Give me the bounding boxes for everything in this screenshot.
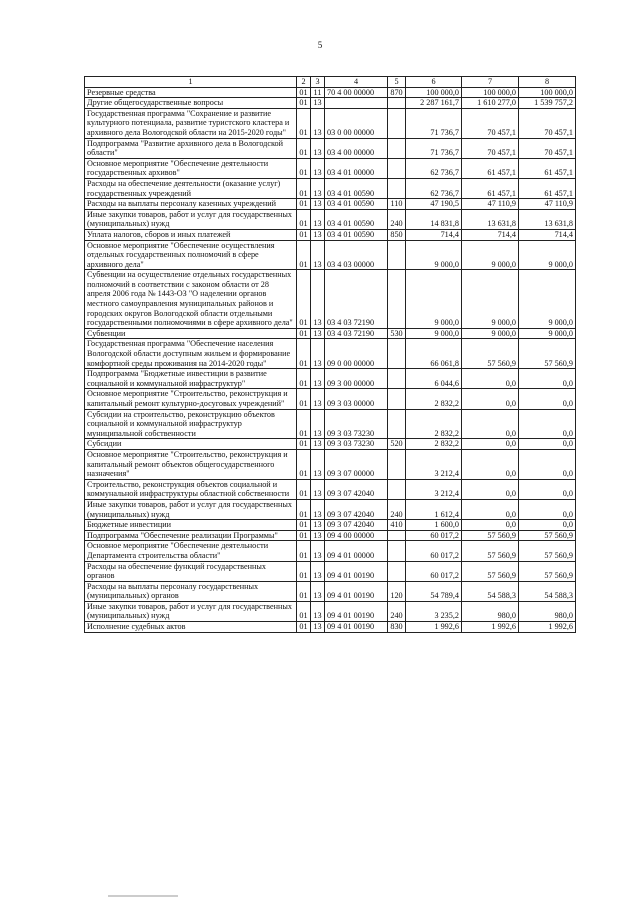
row-value-cell: 1 992,6 <box>519 622 576 633</box>
row-value-cell: 9 000,0 <box>462 328 519 339</box>
row-value-cell: 714,4 <box>462 229 519 240</box>
row-value-cell: 57 560,9 <box>462 339 519 369</box>
row-name-cell: Расходы на обеспечение функций государственных органов <box>85 561 297 581</box>
row-value-cell: 01 <box>297 229 311 240</box>
row-value-cell: 61 457,1 <box>519 158 576 178</box>
row-value-cell: 1 992,6 <box>462 622 519 633</box>
row-value-cell: 0,0 <box>462 369 519 389</box>
row-value-cell: 13 <box>311 439 325 450</box>
row-value-cell: 61 457,1 <box>519 178 576 198</box>
row-name-cell: Расходы на выплаты персоналу казенных учреждений <box>85 199 297 210</box>
table-row <box>85 87 576 98</box>
column-header: 6 <box>406 77 462 88</box>
row-value-cell: 47 110,9 <box>519 199 576 210</box>
row-value-cell: 0,0 <box>519 479 576 499</box>
row-value-cell: 01 <box>297 561 311 581</box>
row-value-cell: 60 017,2 <box>406 561 462 581</box>
row-value-cell: 0,0 <box>462 409 519 439</box>
row-value-cell: 01 <box>297 240 311 270</box>
row-name-cell: Иные закупки товаров, работ и услуг для государственных (муниципальных) нужд <box>85 601 297 621</box>
row-value-cell: 2 832,2 <box>406 409 462 439</box>
row-value-cell: 03 0 00 00000 <box>325 108 388 138</box>
row-value-cell: 6 044,6 <box>406 369 462 389</box>
row-value-cell: 54 588,3 <box>462 581 519 601</box>
row-value-cell: 01 <box>297 178 311 198</box>
row-value-cell: 100 000,0 <box>519 87 576 98</box>
row-value-cell <box>388 369 406 389</box>
row-name-cell: Государственная программа "Сохранение и развитие культурного потенциала, развитие туристского кластера и архивного дела Вологодской области на 2015-2020 годы" <box>85 108 297 138</box>
row-value-cell: 03 4 03 72190 <box>325 328 388 339</box>
row-value-cell: 0,0 <box>519 520 576 531</box>
row-value-cell: 01 <box>297 541 311 561</box>
row-value-cell: 9 000,0 <box>406 240 462 270</box>
row-value-cell: 57 560,9 <box>519 530 576 541</box>
row-value-cell: 1 600,0 <box>406 520 462 531</box>
row-value-cell: 13 <box>311 158 325 178</box>
row-value-cell: 54 789,4 <box>406 581 462 601</box>
row-value-cell: 1 610 277,0 <box>462 98 519 109</box>
row-value-cell: 01 <box>297 98 311 109</box>
row-name-cell: Другие общегосударственные вопросы <box>85 98 297 109</box>
table-row <box>85 178 576 198</box>
row-value-cell: 62 736,7 <box>406 178 462 198</box>
row-value-cell: 410 <box>388 520 406 531</box>
row-value-cell: 60 017,2 <box>406 541 462 561</box>
row-value-cell: 09 3 03 73230 <box>325 439 388 450</box>
row-value-cell: 01 <box>297 622 311 633</box>
table-row <box>85 499 576 519</box>
row-value-cell: 830 <box>388 622 406 633</box>
row-name-cell: Основное мероприятие "Обеспечение деятельности Департамента строительства области" <box>85 541 297 561</box>
row-value-cell: 03 4 03 72190 <box>325 270 388 329</box>
row-value-cell: 1 612,4 <box>406 499 462 519</box>
row-value-cell: 13 <box>311 270 325 329</box>
row-value-cell: 240 <box>388 209 406 229</box>
row-value-cell: 09 3 03 00000 <box>325 389 388 409</box>
row-value-cell: 01 <box>297 199 311 210</box>
row-value-cell: 57 560,9 <box>519 561 576 581</box>
scan-artifact <box>108 895 178 897</box>
row-value-cell: 13 <box>311 530 325 541</box>
row-value-cell: 70 457,1 <box>462 138 519 158</box>
row-value-cell: 100 000,0 <box>406 87 462 98</box>
row-value-cell: 01 <box>297 409 311 439</box>
row-value-cell <box>325 98 388 109</box>
row-value-cell: 13 <box>311 409 325 439</box>
table-row <box>85 541 576 561</box>
row-value-cell: 09 3 03 73230 <box>325 409 388 439</box>
row-value-cell: 13 <box>311 581 325 601</box>
row-value-cell: 980,0 <box>462 601 519 621</box>
column-header: 5 <box>388 77 406 88</box>
row-value-cell: 01 <box>297 581 311 601</box>
row-value-cell: 980,0 <box>519 601 576 621</box>
header-row <box>85 77 576 88</box>
row-value-cell: 13 <box>311 209 325 229</box>
table-row <box>85 229 576 240</box>
row-value-cell: 09 3 07 42040 <box>325 520 388 531</box>
row-value-cell: 03 4 01 00590 <box>325 199 388 210</box>
row-value-cell: 01 <box>297 479 311 499</box>
table-row <box>85 240 576 270</box>
row-name-cell: Основное мероприятие "Строительство, реконструкция и капитальный ремонт культурно-досуговых учреждений" <box>85 389 297 409</box>
table-row <box>85 339 576 369</box>
column-header: 2 <box>297 77 311 88</box>
row-value-cell: 62 736,7 <box>406 158 462 178</box>
row-value-cell <box>388 240 406 270</box>
row-value-cell: 2 832,2 <box>406 439 462 450</box>
row-value-cell: 01 <box>297 328 311 339</box>
row-value-cell: 03 4 01 00590 <box>325 178 388 198</box>
row-value-cell: 47 110,9 <box>462 199 519 210</box>
row-value-cell: 9 000,0 <box>406 328 462 339</box>
row-value-cell: 11 <box>311 87 325 98</box>
row-value-cell <box>388 138 406 158</box>
table-row <box>85 449 576 479</box>
row-value-cell: 09 4 01 00190 <box>325 601 388 621</box>
row-value-cell: 2 287 161,7 <box>406 98 462 109</box>
row-value-cell: 13 <box>311 108 325 138</box>
row-value-cell: 0,0 <box>462 449 519 479</box>
row-value-cell: 13 <box>311 622 325 633</box>
table-row <box>85 98 576 109</box>
row-value-cell: 100 000,0 <box>462 87 519 98</box>
row-value-cell: 1 992,6 <box>406 622 462 633</box>
row-value-cell: 01 <box>297 270 311 329</box>
row-value-cell: 3 235,2 <box>406 601 462 621</box>
row-name-cell: Расходы на выплаты персоналу государственных (муниципальных) органов <box>85 581 297 601</box>
row-value-cell: 03 4 01 00590 <box>325 229 388 240</box>
row-value-cell: 03 4 00 00000 <box>325 138 388 158</box>
row-value-cell: 0,0 <box>462 439 519 450</box>
row-value-cell: 01 <box>297 158 311 178</box>
row-value-cell <box>388 409 406 439</box>
row-value-cell <box>388 389 406 409</box>
page-number: 5 <box>317 40 323 50</box>
row-value-cell: 01 <box>297 520 311 531</box>
row-value-cell: 66 061,8 <box>406 339 462 369</box>
row-value-cell: 13 <box>311 328 325 339</box>
row-value-cell: 09 4 01 00190 <box>325 581 388 601</box>
table-row <box>85 328 576 339</box>
row-value-cell <box>388 479 406 499</box>
row-value-cell <box>388 178 406 198</box>
row-value-cell: 870 <box>388 87 406 98</box>
row-value-cell: 09 3 07 42040 <box>325 479 388 499</box>
row-value-cell: 13 <box>311 541 325 561</box>
table-row <box>85 270 576 329</box>
row-value-cell: 01 <box>297 209 311 229</box>
row-value-cell: 09 4 01 00000 <box>325 541 388 561</box>
row-name-cell: Основное мероприятие "Обеспечение осуществления отдельных государственных полномочий в сфере архивного дела" <box>85 240 297 270</box>
table-row <box>85 479 576 499</box>
table-row <box>85 389 576 409</box>
row-value-cell: 3 212,4 <box>406 479 462 499</box>
column-header: 7 <box>462 77 519 88</box>
table-row <box>85 199 576 210</box>
row-value-cell: 13 <box>311 449 325 479</box>
row-value-cell <box>388 270 406 329</box>
row-value-cell: 13 631,8 <box>519 209 576 229</box>
row-value-cell: 13 631,8 <box>462 209 519 229</box>
row-value-cell: 01 <box>297 601 311 621</box>
row-value-cell: 3 212,4 <box>406 449 462 479</box>
row-value-cell: 71 736,7 <box>406 138 462 158</box>
row-value-cell: 13 <box>311 240 325 270</box>
row-value-cell: 01 <box>297 449 311 479</box>
row-value-cell: 714,4 <box>406 229 462 240</box>
row-value-cell: 13 <box>311 199 325 210</box>
row-value-cell <box>388 98 406 109</box>
row-value-cell: 03 4 01 00000 <box>325 158 388 178</box>
row-value-cell: 57 560,9 <box>519 541 576 561</box>
row-value-cell: 70 457,1 <box>462 108 519 138</box>
row-value-cell: 13 <box>311 229 325 240</box>
row-value-cell <box>388 530 406 541</box>
row-value-cell: 01 <box>297 138 311 158</box>
row-value-cell: 1 539 757,2 <box>519 98 576 109</box>
row-value-cell: 714,4 <box>519 229 576 240</box>
table-row <box>85 530 576 541</box>
row-name-cell: Субвенции <box>85 328 297 339</box>
row-value-cell: 13 <box>311 339 325 369</box>
row-value-cell: 0,0 <box>519 439 576 450</box>
row-value-cell: 57 560,9 <box>462 561 519 581</box>
row-value-cell: 13 <box>311 479 325 499</box>
row-value-cell: 120 <box>388 581 406 601</box>
table-row <box>85 209 576 229</box>
row-value-cell: 01 <box>297 439 311 450</box>
row-value-cell: 0,0 <box>462 499 519 519</box>
row-value-cell: 9 000,0 <box>462 270 519 329</box>
row-value-cell: 13 <box>311 499 325 519</box>
row-value-cell: 9 000,0 <box>462 240 519 270</box>
row-name-cell: Строительство, реконструкция объектов социальной и коммунальной инфраструктуры областной собственности <box>85 479 297 499</box>
row-value-cell: 57 560,9 <box>462 530 519 541</box>
table-row <box>85 439 576 450</box>
row-value-cell <box>388 449 406 479</box>
column-header: 1 <box>85 77 297 88</box>
row-value-cell: 0,0 <box>519 499 576 519</box>
row-value-cell: 9 000,0 <box>519 270 576 329</box>
table-row <box>85 561 576 581</box>
row-value-cell <box>388 541 406 561</box>
row-value-cell <box>388 158 406 178</box>
row-value-cell: 60 017,2 <box>406 530 462 541</box>
row-value-cell: 09 0 00 00000 <box>325 339 388 369</box>
row-value-cell: 530 <box>388 328 406 339</box>
row-value-cell: 57 560,9 <box>462 541 519 561</box>
row-name-cell: Подпрограмма "Бюджетные инвестиции в развитие социальной и коммунальной инфраструктур" <box>85 369 297 389</box>
row-value-cell: 240 <box>388 499 406 519</box>
column-header: 4 <box>325 77 388 88</box>
row-value-cell: 01 <box>297 108 311 138</box>
row-value-cell: 03 4 03 00000 <box>325 240 388 270</box>
row-value-cell <box>388 339 406 369</box>
row-value-cell: 240 <box>388 601 406 621</box>
row-value-cell: 09 3 00 00000 <box>325 369 388 389</box>
row-name-cell: Иные закупки товаров, работ и услуг для государственных (муниципальных) нужд <box>85 209 297 229</box>
row-name-cell: Подпрограмма "Обеспечение реализации Программы" <box>85 530 297 541</box>
row-name-cell: Резервные средства <box>85 87 297 98</box>
row-name-cell: Основное мероприятие "Обеспечение деятельности государственных архивов" <box>85 158 297 178</box>
row-name-cell: Субвенции на осуществление отдельных государственных полномочий в соответствии с законом области от 28 апреля 2006 года № 1443-ОЗ "О наделении органов местного самоуправления муниципальных районов и городских округов Вологодской области отдельными государственными полномочиями в сфере архивного дела" <box>85 270 297 329</box>
row-value-cell: 01 <box>297 87 311 98</box>
row-value-cell: 13 <box>311 520 325 531</box>
row-value-cell: 520 <box>388 439 406 450</box>
table-row <box>85 369 576 389</box>
row-value-cell: 0,0 <box>519 409 576 439</box>
row-value-cell: 01 <box>297 530 311 541</box>
row-value-cell: 0,0 <box>519 389 576 409</box>
row-value-cell: 0,0 <box>462 520 519 531</box>
row-value-cell: 70 457,1 <box>519 108 576 138</box>
row-value-cell: 47 190,5 <box>406 199 462 210</box>
row-value-cell: 0,0 <box>519 369 576 389</box>
row-name-cell: Субсидии на строительство, реконструкцию объектов социальной и коммунальной инфраструктур муниципальной собственности <box>85 409 297 439</box>
row-name-cell: Расходы на обеспечение деятельности (оказание услуг) государственных учреждений <box>85 178 297 198</box>
table-row <box>85 138 576 158</box>
row-name-cell: Уплата налогов, сборов и иных платежей <box>85 229 297 240</box>
table-row <box>85 158 576 178</box>
row-value-cell: 70 457,1 <box>519 138 576 158</box>
row-value-cell: 13 <box>311 369 325 389</box>
row-value-cell <box>388 108 406 138</box>
row-value-cell: 13 <box>311 601 325 621</box>
table-row <box>85 409 576 439</box>
row-name-cell: Иные закупки товаров, работ и услуг для государственных (муниципальных) нужд <box>85 499 297 519</box>
row-value-cell: 57 560,9 <box>519 339 576 369</box>
row-value-cell <box>388 561 406 581</box>
row-value-cell: 09 4 00 00000 <box>325 530 388 541</box>
row-value-cell: 61 457,1 <box>462 158 519 178</box>
row-name-cell: Основное мероприятие "Строительство, реконструкция и капитальный ремонт объектов общегосударственного назначения" <box>85 449 297 479</box>
row-name-cell: Бюджетные инвестиции <box>85 520 297 531</box>
row-value-cell: 2 832,2 <box>406 389 462 409</box>
row-value-cell: 03 4 01 00590 <box>325 209 388 229</box>
row-name-cell: Субсидии <box>85 439 297 450</box>
row-value-cell: 13 <box>311 138 325 158</box>
table-row <box>85 601 576 621</box>
row-value-cell: 01 <box>297 499 311 519</box>
row-value-cell: 01 <box>297 339 311 369</box>
row-value-cell: 70 4 00 00000 <box>325 87 388 98</box>
row-value-cell: 14 831,8 <box>406 209 462 229</box>
row-name-cell: Исполнение судебных актов <box>85 622 297 633</box>
budget-table <box>84 76 576 633</box>
row-value-cell: 110 <box>388 199 406 210</box>
row-value-cell: 0,0 <box>462 389 519 409</box>
row-value-cell: 71 736,7 <box>406 108 462 138</box>
row-value-cell: 13 <box>311 389 325 409</box>
row-value-cell: 9 000,0 <box>519 240 576 270</box>
table-row <box>85 520 576 531</box>
table-row <box>85 108 576 138</box>
table-row <box>85 622 576 633</box>
row-value-cell: 9 000,0 <box>406 270 462 329</box>
row-value-cell: 09 3 07 00000 <box>325 449 388 479</box>
row-value-cell: 0,0 <box>462 479 519 499</box>
row-value-cell: 09 4 01 00190 <box>325 622 388 633</box>
table-row <box>85 581 576 601</box>
row-value-cell: 850 <box>388 229 406 240</box>
row-value-cell: 09 4 01 00190 <box>325 561 388 581</box>
row-value-cell: 01 <box>297 389 311 409</box>
row-value-cell: 13 <box>311 98 325 109</box>
row-value-cell: 61 457,1 <box>462 178 519 198</box>
row-name-cell: Государственная программа "Обеспечение населения Вологодской области доступным жильем и формирование комфортной среды проживания на 2014-2020 годы" <box>85 339 297 369</box>
row-value-cell: 0,0 <box>519 449 576 479</box>
row-value-cell: 54 588,3 <box>519 581 576 601</box>
row-value-cell: 01 <box>297 369 311 389</box>
column-header: 3 <box>311 77 325 88</box>
row-name-cell: Подпрограмма "Развитие архивного дела в Вологодской области" <box>85 138 297 158</box>
row-value-cell: 09 3 07 42040 <box>325 499 388 519</box>
row-value-cell: 13 <box>311 561 325 581</box>
column-header: 8 <box>519 77 576 88</box>
row-value-cell: 9 000,0 <box>519 328 576 339</box>
row-value-cell: 13 <box>311 178 325 198</box>
